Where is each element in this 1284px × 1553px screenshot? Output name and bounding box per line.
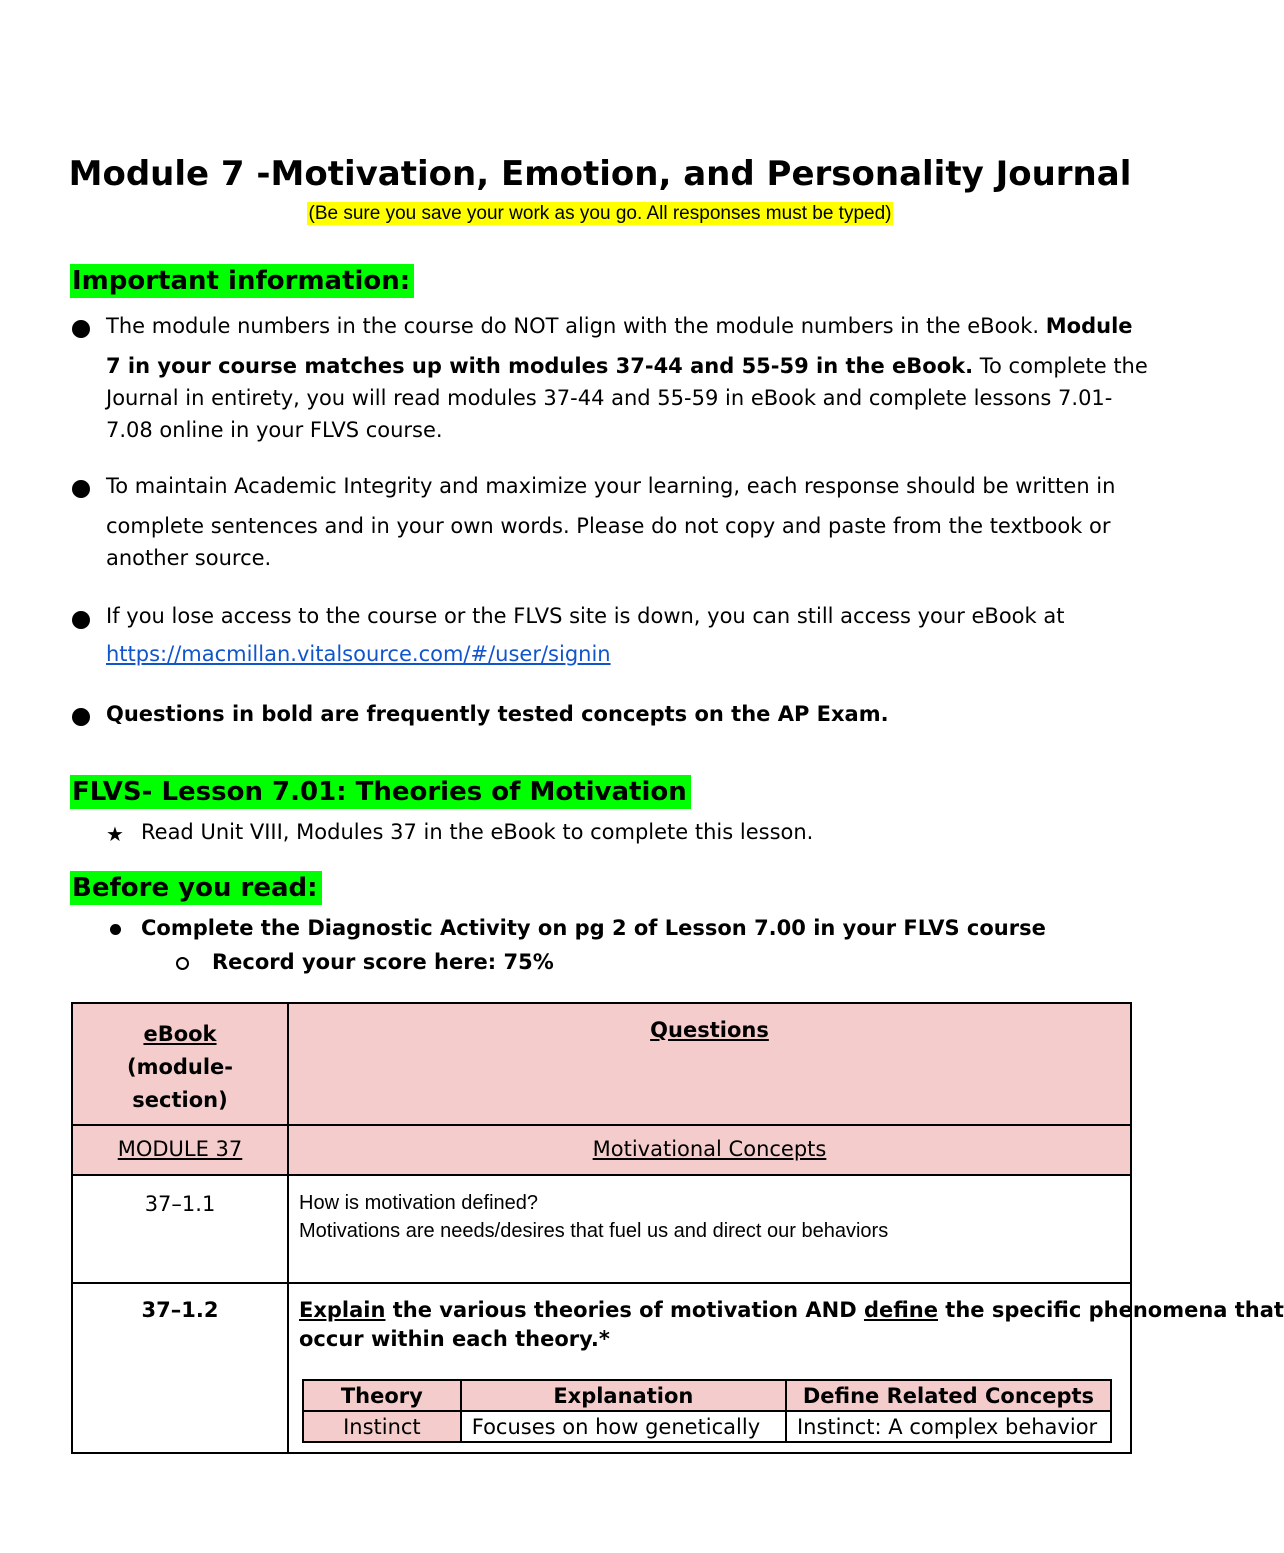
module-label: MODULE 37 <box>117 1137 243 1161</box>
bullet-dot <box>72 708 90 726</box>
theory-table-header <box>303 1380 1111 1411</box>
page-title: Module 7 -Motivation, Emotion, and Personality Journal <box>68 154 1132 194</box>
circle-bullet-icon <box>176 957 189 970</box>
module-topic: Motivational Concepts <box>592 1137 827 1161</box>
subtitle-note <box>0 203 1200 225</box>
bullet-line: complete sentences and in your own words. Please do not copy and paste from the textbook or <box>106 514 1111 538</box>
ebook-signin-link[interactable]: https://macmillan.vitalsource.com/#/user/signin <box>106 642 611 666</box>
text: the various theories of motivation AND <box>385 1298 864 1322</box>
question-cell <box>289 1176 1130 1284</box>
diagnostic-item: Complete the Diagnostic Activity on pg 2 of Lesson 7.00 in your FLVS course <box>141 916 1046 940</box>
concepts-cell[interactable]: Instinct: A complex behavior <box>786 1411 1111 1442</box>
bullet-line <box>106 314 1133 338</box>
header-questions-text: Questions <box>650 1018 769 1042</box>
question-text: How is motivation defined? <box>299 1192 539 1214</box>
theory-name-cell: Instinct <box>303 1411 461 1442</box>
explanation-cell[interactable]: Focuses on how genetically <box>461 1411 786 1442</box>
theory-header-cell: Theory <box>303 1380 461 1411</box>
header-line: (module- <box>126 1055 234 1079</box>
question-text <box>299 1298 1284 1322</box>
text: To complete the <box>973 354 1148 378</box>
module-topic-cell <box>289 1126 1130 1176</box>
lesson-heading: FLVS- Lesson 7.01: Theories of Motivation <box>70 775 691 809</box>
concepts-header-cell: Define Related Concepts <box>786 1380 1111 1411</box>
subtitle-highlight: (Be sure you save your work as you go. All responses must be typed) <box>308 203 892 224</box>
bullet-line: another source. <box>106 546 272 570</box>
section-cell <box>73 1284 289 1452</box>
text-bold: Module <box>1045 314 1133 338</box>
bullet-bold-questions: Questions in bold are frequently tested concepts on the AP Exam. <box>106 702 889 726</box>
section-number: 37–1.2 <box>141 1298 219 1322</box>
bullet-line: To maintain Academic Integrity and maximize your learning, each response should be written in <box>106 474 1116 498</box>
bullet-dot <box>110 924 121 935</box>
text-bold: 7 in your course matches up with modules 37-44 and 55-59 in the eBook. <box>106 354 974 378</box>
bullet-line <box>106 354 1148 378</box>
header-ebook-text <box>73 1018 287 1117</box>
table-row <box>303 1411 1111 1442</box>
header-cell-questions <box>289 1004 1130 1126</box>
bullet-dot <box>72 480 90 498</box>
lesson-reading: Read Unit VIII, Modules 37 in the eBook to complete this lesson. <box>141 820 814 844</box>
answer-text[interactable]: Motivations are needs/desires that fuel us and direct our behaviors <box>299 1220 889 1242</box>
bullet-line <box>106 642 611 666</box>
bullet-dot <box>72 320 90 338</box>
header-cell-ebook <box>73 1004 289 1126</box>
bullet-line: If you lose access to the course or the FLVS site is down, you can still access your eBook at <box>106 604 1065 628</box>
text: Explain <box>299 1298 386 1322</box>
header-line: eBook <box>143 1022 217 1046</box>
module-label-cell <box>73 1126 289 1176</box>
bullet-line: Journal in entirety, you will read modules 37-44 and 55-59 in eBook and complete lessons 7.01- <box>106 386 1113 410</box>
before-heading: Before you read: <box>70 871 322 905</box>
text: define <box>863 1298 938 1322</box>
section-cell <box>73 1176 289 1284</box>
header-line: section) <box>132 1088 228 1112</box>
theory-table <box>302 1379 1112 1443</box>
text: the specific phenomena that <box>938 1298 1284 1322</box>
explanation-header-cell: Explanation <box>461 1380 786 1411</box>
score-item: Record your score here: 75% <box>212 950 554 974</box>
text: The module numbers in the course do NOT align with the module numbers in the eBook. <box>106 314 1046 338</box>
star-icon: ★ <box>106 822 124 846</box>
important-heading: Important information: <box>70 264 414 298</box>
question-text-line2: occur within each theory.* <box>299 1327 610 1351</box>
bullet-line: 7.08 online in your FLVS course. <box>106 418 443 442</box>
bullet-dot <box>72 611 90 629</box>
section-number: 37–1.1 <box>144 1192 216 1216</box>
